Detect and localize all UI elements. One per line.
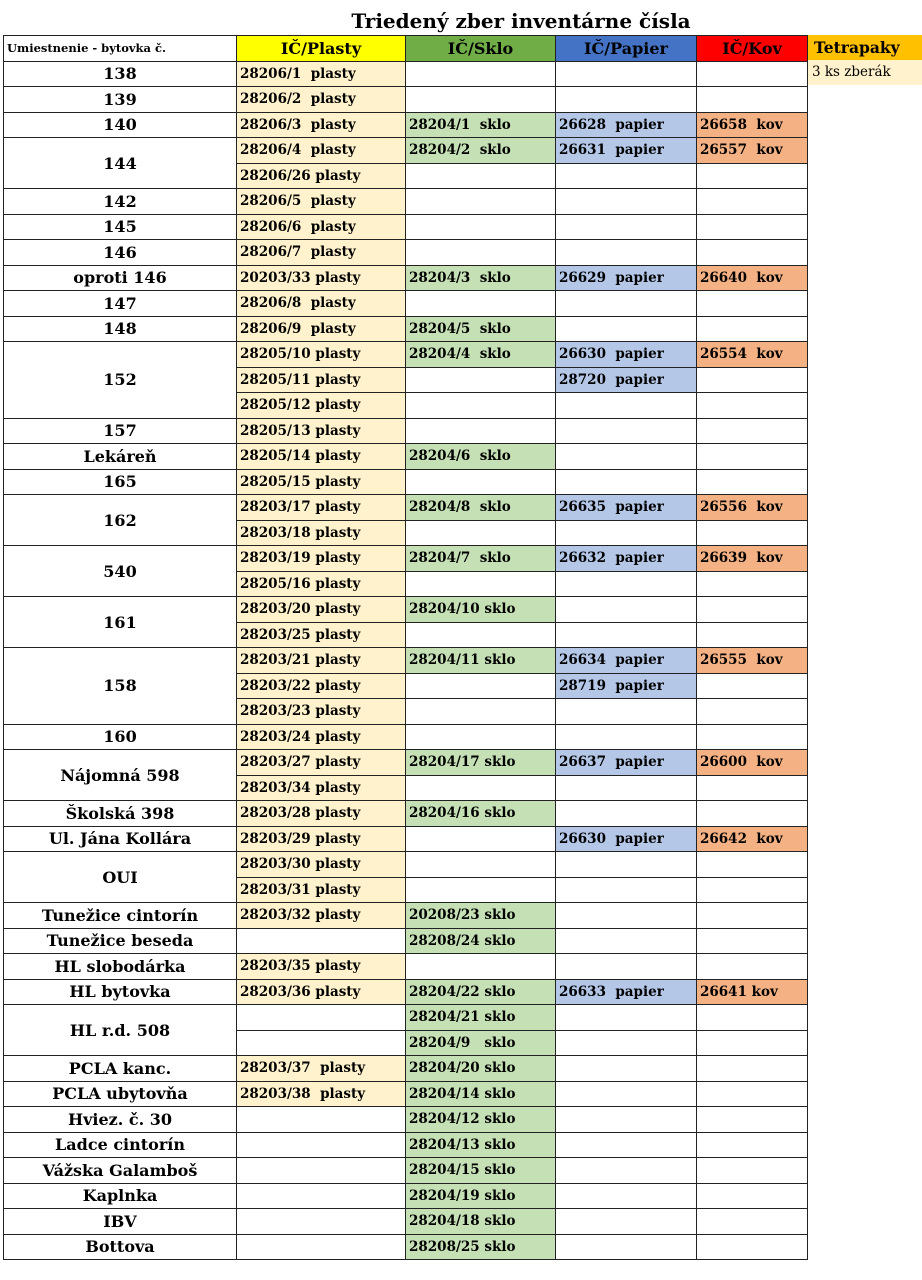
location-cell: 142 <box>4 189 237 215</box>
kov-cell <box>697 673 808 699</box>
plasty-cell: 28203/25 plasty <box>237 622 406 648</box>
kov-cell <box>697 520 808 546</box>
location-cell: 158 <box>4 648 237 725</box>
sklo-cell: 28204/15 sklo <box>406 1158 556 1184</box>
sklo-cell <box>406 852 556 878</box>
table-row <box>4 342 808 368</box>
kov-cell: 26557 kov <box>697 138 808 164</box>
papier-cell <box>556 189 697 215</box>
papier-cell <box>556 1234 697 1260</box>
location-cell: 140 <box>4 112 237 138</box>
plasty-cell: 28203/38 plasty <box>237 1081 406 1107</box>
papier-cell <box>556 291 697 317</box>
sklo-cell: 28204/8 sklo <box>406 495 556 521</box>
location-cell: 145 <box>4 214 237 240</box>
table-row <box>4 750 808 776</box>
papier-cell <box>556 1056 697 1082</box>
papier-cell <box>556 597 697 623</box>
location-cell: oproti 146 <box>4 265 237 291</box>
kov-cell <box>697 87 808 113</box>
papier-cell <box>556 469 697 495</box>
plasty-cell: 28205/11 plasty <box>237 367 406 393</box>
table-row <box>4 112 808 138</box>
kov-cell <box>697 724 808 750</box>
kov-cell <box>697 1132 808 1158</box>
kov-cell <box>697 1234 808 1260</box>
table-row <box>4 61 808 87</box>
papier-cell <box>556 520 697 546</box>
plasty-cell: 28206/8 plasty <box>237 291 406 317</box>
papier-cell: 26632 papier <box>556 546 697 572</box>
table-row <box>4 240 808 266</box>
table-row <box>4 1081 808 1107</box>
table-row <box>4 954 808 980</box>
sklo-cell: 20208/23 sklo <box>406 903 556 929</box>
papier-cell: 26630 papier <box>556 342 697 368</box>
sklo-cell: 28208/25 sklo <box>406 1234 556 1260</box>
sklo-cell <box>406 291 556 317</box>
plasty-cell: 28203/23 plasty <box>237 699 406 725</box>
papier-cell <box>556 724 697 750</box>
papier-cell <box>556 1183 697 1209</box>
plasty-cell: 28203/37 plasty <box>237 1056 406 1082</box>
plasty-cell: 28203/35 plasty <box>237 954 406 980</box>
sklo-cell: 28208/24 sklo <box>406 928 556 954</box>
kov-cell <box>697 699 808 725</box>
location-cell: HL bytovka <box>4 979 237 1005</box>
location-cell: 139 <box>4 87 237 113</box>
papier-cell: 26629 papier <box>556 265 697 291</box>
location-cell: 148 <box>4 316 237 342</box>
sklo-cell: 28204/19 sklo <box>406 1183 556 1209</box>
sklo-cell <box>406 699 556 725</box>
kov-cell <box>697 189 808 215</box>
papier-cell: 26633 papier <box>556 979 697 1005</box>
kov-cell <box>697 622 808 648</box>
plasty-cell: 28206/4 plasty <box>237 138 406 164</box>
location-cell: 144 <box>4 138 237 189</box>
kov-cell <box>697 801 808 827</box>
header-sklo: IČ/Sklo <box>406 36 556 62</box>
papier-cell <box>556 928 697 954</box>
kov-cell: 26641 kov <box>697 979 808 1005</box>
sklo-cell: 28204/13 sklo <box>406 1132 556 1158</box>
plasty-cell: 28206/2 plasty <box>237 87 406 113</box>
location-cell: 165 <box>4 469 237 495</box>
sklo-cell <box>406 520 556 546</box>
table-row <box>4 495 808 521</box>
papier-cell <box>556 393 697 419</box>
kov-cell <box>697 1107 808 1133</box>
plasty-cell: 28203/36 plasty <box>237 979 406 1005</box>
tetrapaky-box <box>808 35 922 85</box>
tetrapaky-value: 3 ks zberák <box>808 60 922 85</box>
plasty-cell: 28203/20 plasty <box>237 597 406 623</box>
table-row <box>4 852 808 878</box>
plasty-cell <box>237 1132 406 1158</box>
kov-cell <box>697 1005 808 1031</box>
sklo-cell: 28204/21 sklo <box>406 1005 556 1031</box>
plasty-cell: 28203/22 plasty <box>237 673 406 699</box>
plasty-cell: 20203/33 plasty <box>237 265 406 291</box>
kov-cell: 26555 kov <box>697 648 808 674</box>
location-cell: Nájomná 598 <box>4 750 237 801</box>
location-cell: Lekáreň <box>4 444 237 470</box>
papier-cell: 26637 papier <box>556 750 697 776</box>
location-cell: 157 <box>4 418 237 444</box>
plasty-cell: 28205/14 plasty <box>237 444 406 470</box>
plasty-cell: 28206/3 plasty <box>237 112 406 138</box>
kov-cell: 26640 kov <box>697 265 808 291</box>
kov-cell <box>697 954 808 980</box>
papier-cell <box>556 1107 697 1133</box>
sklo-cell <box>406 418 556 444</box>
table-row <box>4 1132 808 1158</box>
papier-cell <box>556 214 697 240</box>
papier-cell <box>556 571 697 597</box>
kov-cell: 26639 kov <box>697 546 808 572</box>
plasty-cell: 28203/28 plasty <box>237 801 406 827</box>
sklo-cell <box>406 826 556 852</box>
sklo-cell: 28204/6 sklo <box>406 444 556 470</box>
papier-cell <box>556 316 697 342</box>
header-kov: IČ/Kov <box>697 36 808 62</box>
sklo-cell <box>406 954 556 980</box>
table-body <box>4 61 808 1260</box>
papier-cell <box>556 1158 697 1184</box>
table-row <box>4 801 808 827</box>
sklo-cell <box>406 367 556 393</box>
papier-cell <box>556 240 697 266</box>
table-row <box>4 291 808 317</box>
sklo-cell <box>406 571 556 597</box>
papier-cell <box>556 903 697 929</box>
table-row <box>4 316 808 342</box>
plasty-cell <box>237 1005 406 1031</box>
plasty-cell: 28203/30 plasty <box>237 852 406 878</box>
location-cell: Ladce cintorín <box>4 1132 237 1158</box>
table-row <box>4 265 808 291</box>
kov-cell: 26658 kov <box>697 112 808 138</box>
sklo-cell: 28204/3 sklo <box>406 265 556 291</box>
plasty-cell: 28205/13 plasty <box>237 418 406 444</box>
plasty-cell: 28205/15 plasty <box>237 469 406 495</box>
location-cell: HL r.d. 508 <box>4 1005 237 1056</box>
location-cell: OUI <box>4 852 237 903</box>
plasty-cell: 28203/24 plasty <box>237 724 406 750</box>
kov-cell <box>697 852 808 878</box>
papier-cell <box>556 1132 697 1158</box>
location-cell: 162 <box>4 495 237 546</box>
location-cell: 146 <box>4 240 237 266</box>
papier-cell <box>556 775 697 801</box>
sklo-cell <box>406 469 556 495</box>
kov-cell <box>697 214 808 240</box>
location-cell: PCLA kanc. <box>4 1056 237 1082</box>
header-papier: IČ/Papier <box>556 36 697 62</box>
kov-cell <box>697 163 808 189</box>
sklo-cell: 28204/5 sklo <box>406 316 556 342</box>
plasty-cell: 28205/12 plasty <box>237 393 406 419</box>
sklo-cell: 28204/1 sklo <box>406 112 556 138</box>
table-row <box>4 928 808 954</box>
kov-cell <box>697 571 808 597</box>
plasty-cell <box>237 1234 406 1260</box>
plasty-cell <box>237 928 406 954</box>
table-row <box>4 469 808 495</box>
kov-cell <box>697 1158 808 1184</box>
plasty-cell: 28206/9 plasty <box>237 316 406 342</box>
kov-cell <box>697 597 808 623</box>
sklo-cell <box>406 673 556 699</box>
papier-cell <box>556 699 697 725</box>
sklo-cell <box>406 214 556 240</box>
table-row <box>4 1056 808 1082</box>
sklo-cell: 28204/12 sklo <box>406 1107 556 1133</box>
plasty-cell: 28206/5 plasty <box>237 189 406 215</box>
sklo-cell <box>406 393 556 419</box>
table-row <box>4 1107 808 1133</box>
sklo-cell: 28204/11 sklo <box>406 648 556 674</box>
plasty-cell: 28205/16 plasty <box>237 571 406 597</box>
sklo-cell: 28204/22 sklo <box>406 979 556 1005</box>
sklo-cell: 28204/17 sklo <box>406 750 556 776</box>
sklo-cell <box>406 163 556 189</box>
sklo-cell: 28204/18 sklo <box>406 1209 556 1235</box>
sklo-cell <box>406 61 556 87</box>
kov-cell <box>697 903 808 929</box>
kov-cell <box>697 775 808 801</box>
plasty-cell <box>237 1183 406 1209</box>
papier-cell: 28720 papier <box>556 367 697 393</box>
kov-cell <box>697 877 808 903</box>
sklo-cell: 28204/14 sklo <box>406 1081 556 1107</box>
plasty-cell: 28206/1 plasty <box>237 61 406 87</box>
plasty-cell <box>237 1158 406 1184</box>
plasty-cell: 28203/34 plasty <box>237 775 406 801</box>
sklo-cell <box>406 240 556 266</box>
kov-cell <box>697 418 808 444</box>
sklo-cell <box>406 724 556 750</box>
kov-cell <box>697 61 808 87</box>
papier-cell <box>556 61 697 87</box>
papier-cell <box>556 418 697 444</box>
tetrapaky-header: Tetrapaky <box>808 35 922 60</box>
table-row <box>4 1209 808 1235</box>
kov-cell <box>697 1081 808 1107</box>
papier-cell: 26635 papier <box>556 495 697 521</box>
papier-cell: 26634 papier <box>556 648 697 674</box>
plasty-cell: 28203/19 plasty <box>237 546 406 572</box>
plasty-cell <box>237 1030 406 1056</box>
kov-cell: 26642 kov <box>697 826 808 852</box>
kov-cell <box>697 1183 808 1209</box>
kov-cell <box>697 316 808 342</box>
table-row <box>4 1234 808 1260</box>
location-cell: Vážska Galamboš <box>4 1158 237 1184</box>
header-row <box>4 36 808 62</box>
papier-cell <box>556 163 697 189</box>
kov-cell: 26600 kov <box>697 750 808 776</box>
kov-cell <box>697 469 808 495</box>
location-cell: Školská 398 <box>4 801 237 827</box>
location-cell: Ul. Jána Kollára <box>4 826 237 852</box>
papier-cell <box>556 1030 697 1056</box>
plasty-cell <box>237 1107 406 1133</box>
kov-cell <box>697 444 808 470</box>
kov-cell <box>697 1056 808 1082</box>
table-row <box>4 826 808 852</box>
kov-cell <box>697 240 808 266</box>
table-row <box>4 214 808 240</box>
sklo-cell: 28204/4 sklo <box>406 342 556 368</box>
inventory-table <box>3 35 808 1260</box>
kov-cell: 26554 kov <box>697 342 808 368</box>
sklo-cell <box>406 622 556 648</box>
location-cell: Bottova <box>4 1234 237 1260</box>
location-cell: 147 <box>4 291 237 317</box>
papier-cell <box>556 622 697 648</box>
kov-cell <box>697 367 808 393</box>
table-row <box>4 418 808 444</box>
sklo-cell: 28204/16 sklo <box>406 801 556 827</box>
table-row <box>4 444 808 470</box>
table-row <box>4 189 808 215</box>
sklo-cell <box>406 189 556 215</box>
table-row <box>4 724 808 750</box>
kov-cell <box>697 1030 808 1056</box>
papier-cell <box>556 877 697 903</box>
table-row <box>4 1183 808 1209</box>
page-title: Triedený zber inventárne čísla <box>351 9 691 33</box>
papier-cell <box>556 852 697 878</box>
sklo-cell: 28204/7 sklo <box>406 546 556 572</box>
location-cell: Kaplnka <box>4 1183 237 1209</box>
kov-cell <box>697 1209 808 1235</box>
location-cell: IBV <box>4 1209 237 1235</box>
papier-cell <box>556 801 697 827</box>
plasty-cell: 28206/7 plasty <box>237 240 406 266</box>
table-row <box>4 546 808 572</box>
plasty-cell: 28206/26 plasty <box>237 163 406 189</box>
header-location: Umiestnenie - bytovka č. <box>4 36 237 62</box>
kov-cell <box>697 291 808 317</box>
plasty-cell: 28203/18 plasty <box>237 520 406 546</box>
kov-cell: 26556 kov <box>697 495 808 521</box>
papier-cell: 26631 papier <box>556 138 697 164</box>
plasty-cell: 28205/10 plasty <box>237 342 406 368</box>
papier-cell <box>556 1081 697 1107</box>
location-cell: Tunežice beseda <box>4 928 237 954</box>
location-cell: HL slobodárka <box>4 954 237 980</box>
sklo-cell <box>406 877 556 903</box>
papier-cell <box>556 1005 697 1031</box>
plasty-cell: 28203/31 plasty <box>237 877 406 903</box>
papier-cell <box>556 87 697 113</box>
plasty-cell: 28203/17 plasty <box>237 495 406 521</box>
plasty-cell: 28206/6 plasty <box>237 214 406 240</box>
papier-cell: 26630 papier <box>556 826 697 852</box>
header-plasty: IČ/Plasty <box>237 36 406 62</box>
plasty-cell: 28203/29 plasty <box>237 826 406 852</box>
sklo-cell: 28204/10 sklo <box>406 597 556 623</box>
location-cell: 152 <box>4 342 237 419</box>
table-row <box>4 903 808 929</box>
plasty-cell: 28203/27 plasty <box>237 750 406 776</box>
papier-cell <box>556 954 697 980</box>
plasty-cell: 28203/21 plasty <box>237 648 406 674</box>
table-row <box>4 979 808 1005</box>
kov-cell <box>697 928 808 954</box>
table-row <box>4 87 808 113</box>
location-cell: 138 <box>4 61 237 87</box>
sklo-cell: 28204/20 sklo <box>406 1056 556 1082</box>
location-cell: Hviez. č. 30 <box>4 1107 237 1133</box>
sklo-cell: 28204/9 sklo <box>406 1030 556 1056</box>
sklo-cell: 28204/2 sklo <box>406 138 556 164</box>
location-cell: 540 <box>4 546 237 597</box>
papier-cell <box>556 444 697 470</box>
table-row <box>4 1158 808 1184</box>
kov-cell <box>697 393 808 419</box>
table-row <box>4 1005 808 1031</box>
sklo-cell <box>406 87 556 113</box>
plasty-cell <box>237 1209 406 1235</box>
location-cell: PCLA ubytovňa <box>4 1081 237 1107</box>
location-cell: 160 <box>4 724 237 750</box>
sklo-cell <box>406 775 556 801</box>
papier-cell: 28719 papier <box>556 673 697 699</box>
location-cell: Tunežice cintorín <box>4 903 237 929</box>
location-cell: 161 <box>4 597 237 648</box>
papier-cell: 26628 papier <box>556 112 697 138</box>
table-row <box>4 597 808 623</box>
papier-cell <box>556 1209 697 1235</box>
plasty-cell: 28203/32 plasty <box>237 903 406 929</box>
table-row <box>4 648 808 674</box>
table-row <box>4 138 808 164</box>
